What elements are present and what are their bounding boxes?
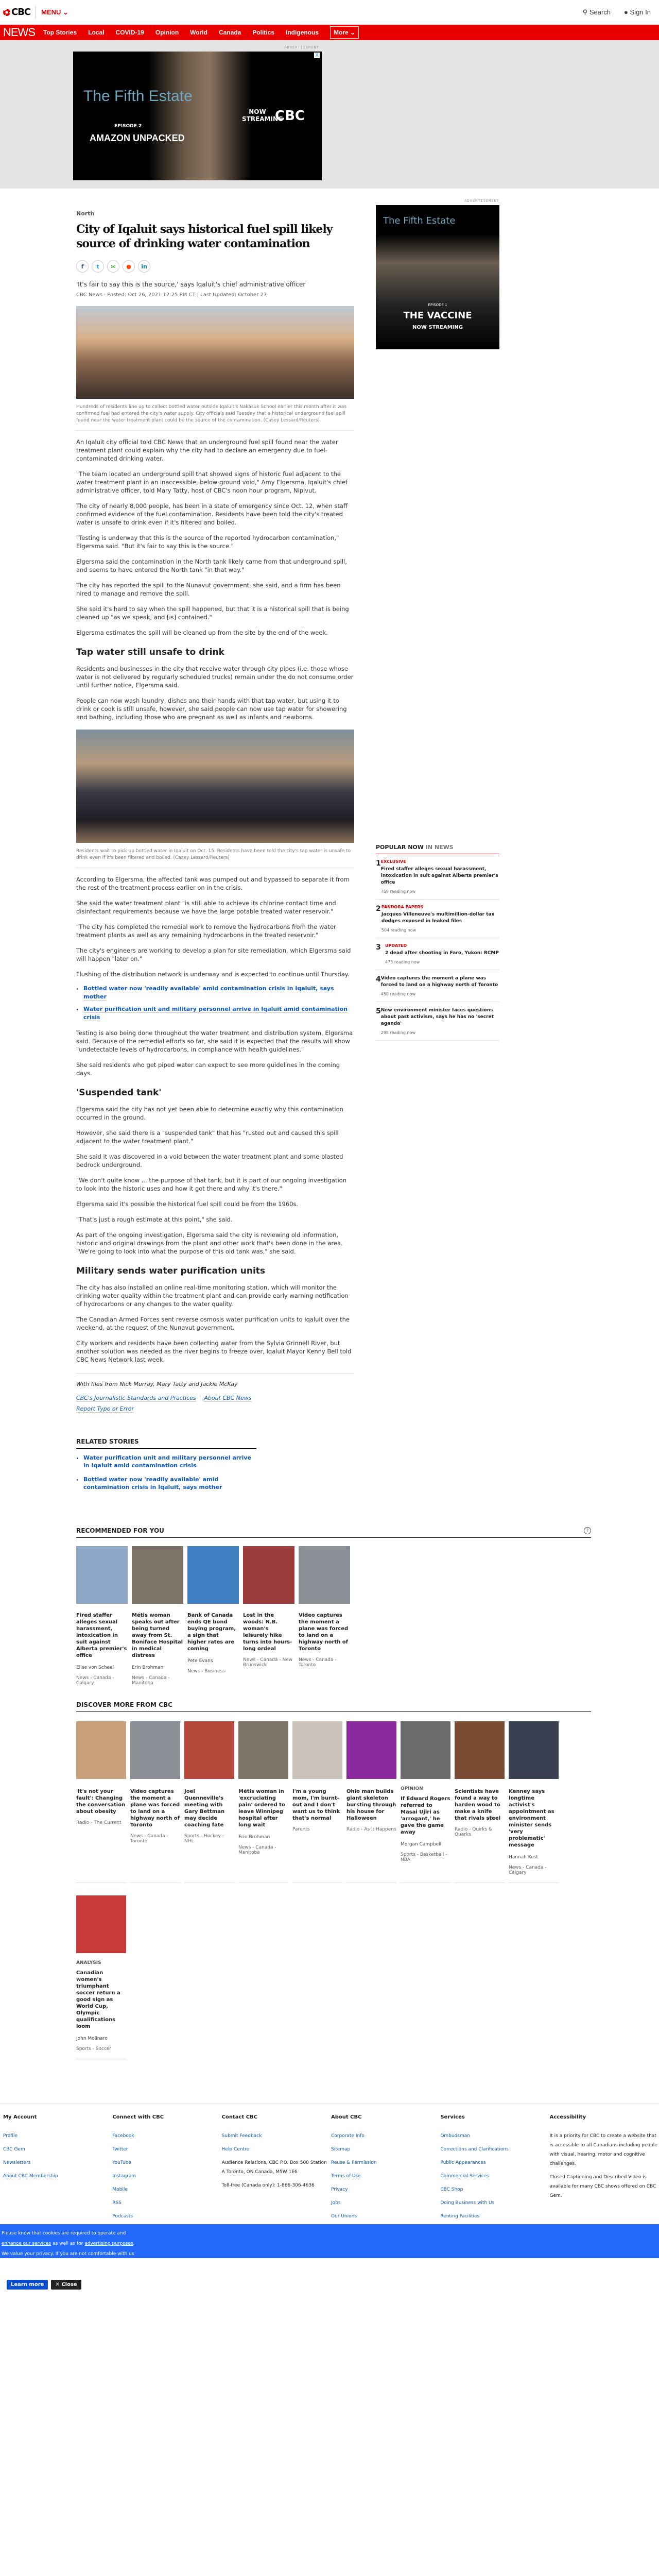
ad-show-title: The Fifth Estate (83, 88, 193, 105)
cbc-logo[interactable] (3, 7, 30, 18)
card-label: OPINION (401, 1786, 423, 1791)
discover-card[interactable] (238, 1721, 288, 1883)
reading-count: 504 reading now (381, 928, 417, 933)
footer-text: It is a priority for CBC to create a website that is accessible to all Canadians including people with visual, hearing, motor and cognitive challenges. (549, 2133, 657, 2166)
card-image[interactable] (132, 1546, 183, 1604)
cookie-text-part: as well as for (53, 2241, 83, 2246)
advertising-link[interactable]: advertising purposes (84, 2241, 133, 2246)
subheading: Military sends water purification units (76, 1266, 266, 1276)
popular-item[interactable] (376, 970, 499, 1002)
nav-covid-19[interactable]: COVID-19 (115, 29, 144, 36)
cookie-banner (0, 2224, 659, 2287)
footer-link[interactable]: Twitter (112, 2147, 128, 2152)
reading-count: 473 reading now (385, 960, 420, 964)
paragraph: The Canadian Armed Forces sent reverse osmosis water purification units to Iqaluit over the weekend, at the request of the Nunavut government. (76, 1316, 350, 1331)
paragraph: The city's engineers are working to develop a plan for site remediation, which Elgersma said will happen "later on." (76, 947, 351, 962)
top-ad-banner[interactable] (73, 52, 322, 180)
footer-link[interactable]: Mobile (112, 2187, 128, 2192)
card-author: Morgan Campbell (401, 1842, 442, 1847)
discover-card[interactable] (292, 1721, 342, 1883)
footer-link[interactable]: Podcasts (112, 2214, 133, 2219)
card-image[interactable] (299, 1546, 350, 1604)
footer-link[interactable]: Corporate Info (331, 2133, 365, 2139)
paragraph: According to Elgersma, the affected tank was pumped out and bypassed to separate it from the rest of the treatment process earlier on in the crisis. (76, 876, 350, 891)
ad-episode-title: AMAZON UNPACKED (90, 133, 185, 143)
discover-card[interactable] (76, 1895, 126, 2059)
footer-link[interactable]: Jobs (331, 2200, 341, 2206)
card-title[interactable]: Métis woman speaks out after being turned away from St. Boniface Hospital in medical distress (132, 1613, 183, 1658)
card-image[interactable] (401, 1721, 450, 1779)
footer-link[interactable]: Doing Business with Us (440, 2200, 495, 2206)
popular-title[interactable]: Fired staffer alleges sexual harassment, intoxication in suit against Alberta premier's office (380, 867, 498, 885)
popular-item[interactable] (376, 900, 499, 938)
inline-link-text[interactable]: Bottled water now 'readily available' amid contamination crisis in Iqaluit, says mother (83, 985, 334, 1000)
reading-count: 450 reading now (380, 992, 415, 996)
card-title[interactable]: Video captures the moment a plane was forced to land on a highway north of Toronto (299, 1613, 349, 1652)
recommended-for-you (76, 1527, 591, 1686)
share-bar (76, 260, 354, 273)
card-title[interactable]: Lost in the woods: N.B. woman's leisurely hike turns into hours-long ordeal (243, 1613, 292, 1652)
inline-related-links (83, 985, 354, 1022)
footer-link[interactable]: Public Appearances (440, 2160, 486, 2165)
cookie-text-part: Please know that cookies are required to operate and (2, 2231, 126, 2236)
footer-heading: About CBC (331, 2114, 362, 2120)
card-image[interactable] (292, 1721, 342, 1779)
report-error-link[interactable]: Report Typo or Error (76, 1405, 134, 1412)
footer-link[interactable]: RSS (112, 2200, 122, 2206)
discover-card[interactable] (130, 1721, 180, 1883)
article-credits: With files from Nick Murray, Mary Tatty and Jackie McKay (76, 1373, 354, 1387)
recommended-card[interactable] (243, 1546, 294, 1686)
card-title[interactable]: Bank of Canada ends QE bond buying program, a sign that higher rates are coming (187, 1613, 236, 1652)
ad-close-button[interactable]: X (315, 53, 319, 58)
recommended-card[interactable] (187, 1546, 239, 1686)
paragraph: City workers and residents have been collecting water from the Sylvia Grinnell River, but another solution was needed as the river begins to freeze over, Iqaluit Mayor Kenny Bell told CBC News Network last week. (76, 1340, 352, 1363)
side-ad-episode: EPISODE 1 (428, 303, 447, 307)
paragraph: Elgersma said it's possible the historical fuel spill could be from the 1960s. (76, 1200, 299, 1208)
search-icon: ⚲ (582, 8, 588, 16)
card-title[interactable]: Joel Quenneville's meeting with Gary Bettman may decide coaching fate (184, 1789, 225, 1828)
card-image[interactable] (243, 1546, 294, 1604)
recommended-card[interactable] (299, 1546, 350, 1686)
popular-item[interactable] (376, 854, 499, 900)
side-ad-title: THE VACCINE (403, 310, 472, 321)
card-tags: News - Canada - New Brunswick (243, 1657, 293, 1668)
paragraph: Elgersma said the contamination in the North tank likely came from that underground spill, and seems to have entered the North tank "in that way." (76, 558, 347, 573)
article-title: City of Iqaluit says historical fuel spill likely source of drinking water contamination (76, 223, 333, 250)
popular-subtitle: IN NEWS (425, 844, 454, 851)
nav-world[interactable]: World (190, 29, 207, 36)
paragraph: She said it's hard to say when the spill happened, but that it is a historical spill that is being cleaned up "as we speak, and [is] contained." (76, 605, 349, 621)
discover-card[interactable] (509, 1721, 559, 1883)
top-bar (0, 0, 659, 25)
news-brand[interactable]: NEWS (3, 26, 35, 39)
twitter-share-icon[interactable]: t (92, 260, 104, 273)
cookie-text-part: . We value your privacy. If you are not comfortable with us using this information, please (2, 2241, 135, 2267)
paragraph: "We don't quite know ... the purpose of that tank, but it is part of our ongoing investigation to look into the historic uses and how it got there and why it's there." (76, 1177, 347, 1192)
footer-link[interactable]: Instagram (112, 2174, 136, 2179)
popular-label: UPDATED (385, 943, 407, 948)
news-nav (0, 25, 659, 40)
footer-link[interactable]: About CBC Membership (3, 2174, 58, 2179)
rank: 1 (376, 859, 381, 868)
discover-card[interactable] (76, 1721, 126, 1883)
popular-title[interactable]: Jacques Villeneuve's multimillion-dollar tax dodges exposed in leaked files (381, 912, 495, 924)
footer-link[interactable]: Reuse & Permission (331, 2160, 377, 2165)
enhance-services-link[interactable]: enhance our services (2, 2241, 51, 2246)
card-tags: Radio - As It Happens (346, 1827, 396, 1832)
recommended-card[interactable] (76, 1546, 128, 1686)
card-image[interactable] (76, 1546, 128, 1604)
card-tags: News - Canada - Manitoba (238, 1845, 276, 1855)
menu-label: MENU (41, 8, 61, 16)
side-ad-streaming: NOW STREAMING (412, 325, 463, 330)
footer-link[interactable]: YouTube (112, 2160, 131, 2165)
related-link[interactable]: • Bottled water now 'readily available' amid contamination crisis in Iqaluit, says mother (83, 1476, 256, 1491)
reading-count: 759 reading now (380, 889, 415, 894)
card-title[interactable]: Video captures the moment a plane was forced to land on a highway north of Toronto (130, 1789, 180, 1828)
paragraph: Elgersma estimates the spill will be cleaned up from the site by the end of the week. (76, 629, 328, 636)
inline-link[interactable] (83, 985, 354, 1001)
sign-in-label: Sign In (630, 8, 651, 16)
paragraph: As part of the ongoing investigation, Elgersma said the city is reviewing old information, historic and original drawings from the plant and other work that's been done in the area. "We're going to look into what the purpose of this old tank was," she said. (76, 1231, 343, 1255)
top-ad-region (0, 40, 659, 189)
nav-opinion[interactable]: Opinion (155, 29, 179, 36)
footer-link[interactable]: Terms of Use (331, 2174, 361, 2179)
footer-link[interactable]: Sitemap (331, 2147, 351, 2152)
ad-label: ADVERTISEMENT (284, 45, 319, 49)
card-image[interactable] (187, 1546, 239, 1604)
ad-label: ADVERTISEMENT (464, 199, 499, 203)
paragraph: "That's just a rough estimate at this point," she said. (76, 1216, 233, 1223)
footer-link[interactable]: Renting Facilities (440, 2214, 480, 2219)
popular-item[interactable] (376, 1002, 499, 1041)
card-image[interactable] (238, 1721, 288, 1779)
related-link[interactable]: • Water purification unit and military personnel arrive in Iqaluit amid contamination crisis (83, 1454, 256, 1469)
subheading: 'Suspended tank' (76, 1088, 162, 1098)
cookie-text-part: before continuing your visit. (2, 2262, 135, 2277)
popular-heading (376, 844, 499, 854)
linkedin-share-icon[interactable]: in (138, 260, 150, 273)
nav-local[interactable]: Local (88, 29, 105, 36)
footer-heading: Services (440, 2114, 465, 2120)
discover-card[interactable] (184, 1721, 234, 1883)
nav-indigenous[interactable]: Indigenous (285, 29, 319, 36)
related-stories (76, 1438, 256, 1491)
sidebar (376, 199, 499, 1412)
card-title[interactable]: Canadian women's triumphant soccer return a good sign as World Cup, Olympic qualifications loom (76, 1970, 120, 2029)
nav-politics[interactable]: Politics (252, 29, 274, 36)
related-heading: RELATED STORIES (76, 1438, 256, 1449)
card-tags: Sports - Soccer (76, 2046, 112, 2052)
footer-text: Toll-free (Canada only): 1-866-306-4636 (221, 2183, 315, 2188)
card-title[interactable]: Kenney says longtime activist's appointment as environment minister sends 'very problematic' message (509, 1789, 554, 1848)
article-section[interactable]: North (76, 210, 95, 217)
inline-link-text[interactable]: Water purification unit and military personnel arrive in Iqaluit amid contamination crisis (83, 1006, 348, 1021)
article-body (76, 438, 354, 1364)
card-tags: Sports - Basketball - NBA (401, 1852, 447, 1862)
recommended-card[interactable] (132, 1546, 183, 1686)
lead-photo[interactable] (76, 306, 354, 399)
review-settings-link[interactable]: review your settings (72, 2262, 119, 2267)
footer-link[interactable]: Corrections and Clarifications (440, 2147, 509, 2152)
sign-in-button[interactable] (624, 8, 651, 16)
popular-title[interactable]: Video captures the moment a plane was forced to land on a highway north of Toronto (380, 976, 498, 988)
popular-label: EXCLUSIVE (380, 859, 406, 864)
card-tags: Radio - The Current (76, 1820, 122, 1825)
search-button[interactable] (583, 8, 611, 16)
footer-link[interactable]: Newsletters (3, 2160, 31, 2165)
card-author: Elise von Scheel (76, 1665, 114, 1670)
card-image[interactable] (130, 1721, 180, 1779)
paragraph: "The team located an underground spill that showed signs of historic fuel adjacent to the water treatment plant in an inaccessible, below-ground void," Amy Elgersma, Iqaluit's chief administrative officer, told Mary Tatty, host of CBC's noon hour program, Nipivut. (76, 470, 348, 494)
footer-link[interactable]: Submit Feedback (221, 2133, 262, 2139)
card-title[interactable]: I'm a young mom, I'm burnt-out and I don't want us to think that's normal (292, 1789, 340, 1821)
popular-label: PANDORA PAPERS (381, 905, 424, 909)
chevron-down-icon: ⌄ (63, 8, 68, 16)
footer-link[interactable]: Privacy (331, 2187, 348, 2192)
footer-link[interactable]: CBC Shop (440, 2187, 463, 2192)
footer-link[interactable]: Facebook (112, 2133, 134, 2139)
card-author: Pete Evans (187, 1658, 213, 1664)
paragraph: Flushing of the distribution network is underway and is expected to continue until Thursday. (76, 971, 350, 978)
side-ad-show: The Fifth Estate (383, 215, 456, 226)
nav-more-button[interactable]: More ⌄ (330, 26, 359, 39)
card-image[interactable] (455, 1721, 505, 1779)
card-author: John Molinaro (76, 2036, 108, 2041)
paragraph: Residents and businesses in the city that receive water through city pipes (i.e. those whose water is not delivered by regularly scheduled trucks) remain under the do not consume order until further notice, Elgersma said. (76, 665, 354, 689)
recommended-cards (76, 1546, 591, 1686)
paragraph: The city has reported the spill to the Nunavut government, she said, and a firm has been hired to manage and remove the spill. (76, 582, 341, 597)
paragraph: An Iqaluit city official told CBC News that an underground fuel spill found near the water treatment plant could explain why the city had to declare an emergency due to fuel-contaminated drinking water. (76, 438, 338, 462)
reading-count: 298 reading now (380, 1030, 415, 1035)
card-author: Erin Brohman (238, 1835, 270, 1840)
second-photo[interactable] (76, 730, 354, 843)
cbc-gem-icon (3, 9, 10, 16)
article-deck: 'It's fair to say this is the source,' says Iqaluit's chief administrative officer (76, 281, 306, 288)
about-cbc-news-link[interactable]: About CBC News (204, 1395, 252, 1401)
card-tags: News - Canada - Calgary (76, 1675, 114, 1686)
standards-link[interactable]: CBC's Journalistic Standards and Practices (76, 1395, 196, 1401)
card-tags: News - Canada - Manitoba (132, 1675, 170, 1686)
discover-card[interactable] (455, 1721, 505, 1883)
paragraph: People can now wash laundry, dishes and their hands with that tap water, but using it to drink or cook is still unsafe, however, she said people can now use tap water for showering and bathing, including those who are pregnant as well as infants and newborns. (76, 697, 347, 721)
card-title[interactable]: If Edward Rogers referred to Masai Ujiri as 'arrogant,' he gave the game away (401, 1796, 450, 1835)
learn-more-button[interactable]: Learn more (7, 2280, 48, 2290)
paragraph: She said the water treatment plant "is still able to achieve its chlorine contact time and disinfectant requirements because we have the large potable treated water reservoir." (76, 900, 336, 915)
rank: 2 (376, 905, 381, 913)
card-author: Hannah Kost (509, 1855, 538, 1860)
card-tags: News - Canada - Toronto (299, 1657, 337, 1668)
card-author: Erin Brohman (132, 1665, 164, 1670)
help-icon[interactable]: ? (584, 1527, 591, 1534)
user-icon: ● (624, 8, 628, 16)
rank: 4 (376, 975, 381, 984)
footer-text: Closed Captioning and Described Video is available for many CBC shows offered on CBC Gem. (549, 2175, 656, 2198)
nav-top-stories[interactable]: Top Stories (43, 29, 77, 36)
rank: 3 (376, 943, 381, 952)
card-title[interactable]: Scientists have found a way to harden wood to make a knife that rivals steel (455, 1789, 501, 1821)
paragraph: "Testing is underway that this is the source of the reported hydrocarbon contamination," Elgersma said. "But it's fair to say this is the source." (76, 534, 339, 550)
footer-heading: My Account (3, 2114, 37, 2120)
paragraph: However, she said there is a "suspended tank" that has "rusted out and caused this spill adjacent to the water treatment plant." (76, 1129, 339, 1145)
menu-button[interactable] (41, 8, 68, 16)
footer-heading: Accessibility (549, 2114, 586, 2120)
paragraph: She said residents who get piped water can expect to see more guidelines in the coming days. (76, 1061, 340, 1077)
reddit-share-icon[interactable]: ● (123, 260, 135, 273)
policy-links (76, 1395, 354, 1401)
footer-heading: Contact CBC (221, 2114, 258, 2120)
more-label: More (333, 29, 349, 36)
article-byline: CBC News · Posted: Oct 26, 2021 12:25 PM CT | Last Updated: October 27 (76, 292, 267, 298)
footer-link[interactable]: Our Unions (331, 2214, 357, 2219)
card-tags: Sports - Hockey - NHL (184, 1834, 224, 1844)
ad-streaming: NOW STREAMING (242, 108, 283, 123)
footer-link[interactable]: Profile (3, 2133, 18, 2139)
footer-text: Audience Relations, CBC P.O. Box 500 Station A Toronto, ON Canada, M5W 1E6 (221, 2160, 327, 2175)
card-image[interactable] (346, 1721, 396, 1779)
cookie-text (2, 2228, 138, 2280)
card-image[interactable] (76, 1721, 126, 1779)
footer-heading: Connect with CBC (112, 2114, 164, 2120)
card-tags: Radio - Quirks & Quarks (455, 1827, 493, 1837)
search-label: Search (589, 8, 611, 16)
paragraph: "The city has completed the remedial work to remove the hydrocarbons from the water treatment plants as well as any remaining hydrocarbons in the treated reservoir." (76, 923, 336, 939)
second-photo-caption: Residents wait to pick up bottled water in Iqaluit on Oct. 15. Residents have been told the city's tap water is unsafe to drink even if it's been filtered and boiled. (Casey Lessard/Reuters) (76, 848, 354, 868)
paragraph: Testing is also being done throughout the water treatment and distribution system, Elgersma said. Because of the remedial efforts so far, she said it is expected that the results will show "undetectable levels of hydrocarbons, in compliance with health guidelines." (76, 1029, 353, 1053)
footer-link[interactable]: CBC Gem (3, 2147, 25, 2152)
popular-item[interactable] (376, 938, 499, 970)
card-image[interactable] (76, 1895, 126, 1953)
card-title[interactable]: Ohio man builds giant skeleton bursting through his house for Halloween (346, 1789, 396, 1821)
email-share-icon[interactable]: ✉ (107, 260, 119, 273)
paragraph: Elgersma said the city has not yet been able to determine exactly why this contamination occurred in the ground. (76, 1106, 343, 1121)
discover-card[interactable] (346, 1721, 396, 1883)
card-title[interactable]: Métis woman in 'excruciating pain' ordered to leave Winnipeg hospital after long wait (238, 1789, 285, 1828)
article (76, 199, 354, 1412)
discover-heading: DISCOVER MORE FROM CBC (76, 1701, 591, 1712)
card-label: ANALYSIS (76, 1960, 101, 1965)
card-image[interactable] (184, 1721, 234, 1779)
facebook-share-icon[interactable]: f (76, 260, 89, 273)
ad-brand: CBC (275, 108, 305, 124)
footer-link[interactable]: Commercial Services (440, 2174, 489, 2179)
discover-cards (76, 1721, 591, 2067)
footer-link[interactable]: Ombudsman (440, 2133, 470, 2139)
popular-title: POPULAR NOW (376, 844, 424, 851)
card-title[interactable]: 'It's not your fault': Changing the conversation about obesity (76, 1789, 126, 1815)
close-cookie-button[interactable]: ✕ Close (51, 2280, 81, 2290)
inline-link[interactable] (83, 1005, 354, 1022)
card-tags: News - Canada - Calgary (509, 1865, 547, 1875)
card-tags: News - Canada - Toronto (130, 1834, 168, 1844)
paragraph: She said it was discovered in a void between the water treatment plant and some blasted bedrock underground. (76, 1153, 343, 1168)
card-tags: Parents (292, 1827, 310, 1832)
popular-title[interactable]: New environment minister faces questions about past activism, says he has no 'secret agenda' (380, 1008, 494, 1026)
ad-episode: EPISODE 2 (114, 124, 142, 129)
footer-link[interactable]: Help Centre (221, 2147, 250, 2152)
popular-title[interactable]: 2 dead after shooting in Faro, Yukon: RCMP (385, 951, 499, 956)
paragraph: The city of nearly 8,000 people, has been in a state of emergency since Oct. 12, when staff confirmed evidence of the fuel contamination. Residents have been told the city's treated water is unsafe to drink even if it's filtered and boiled. (76, 502, 348, 526)
discover-card[interactable] (401, 1721, 450, 1883)
card-image[interactable] (509, 1721, 559, 1779)
logo-text: CBC (11, 7, 31, 18)
side-ad-banner[interactable] (376, 205, 499, 349)
rank: 5 (376, 1007, 381, 1015)
nav-canada[interactable]: Canada (218, 29, 241, 36)
recommended-heading: RECOMMENDED FOR YOU (76, 1527, 164, 1534)
divider: | (199, 1395, 201, 1401)
paragraph: The city has also installed an online real-time monitoring station, which will monitor the drinking water quality within the treatment plant and can provide early warning notification of hydrocarbons or any changes to the water quality. (76, 1284, 349, 1308)
popular-now (376, 844, 499, 1041)
discover-more (76, 1701, 591, 2067)
card-tags: News - Business (187, 1669, 225, 1674)
card-title[interactable]: Fired staffer alleges sexual harassment, intoxication in suit against Alberta premier's office (76, 1613, 127, 1658)
lead-photo-caption: Hundreds of residents line up to collect bottled water outside Iqaluit's Nakasuk School earlier this month after it was confirmed fuel had entered the city's water supply. City officials said Tuesday that a historical underground fuel spill found near the water treatment plant could be the source of the contamination. (Casey Lessard/Reuters) (76, 404, 354, 431)
subheading: Tap water still unsafe to drink (76, 647, 224, 657)
